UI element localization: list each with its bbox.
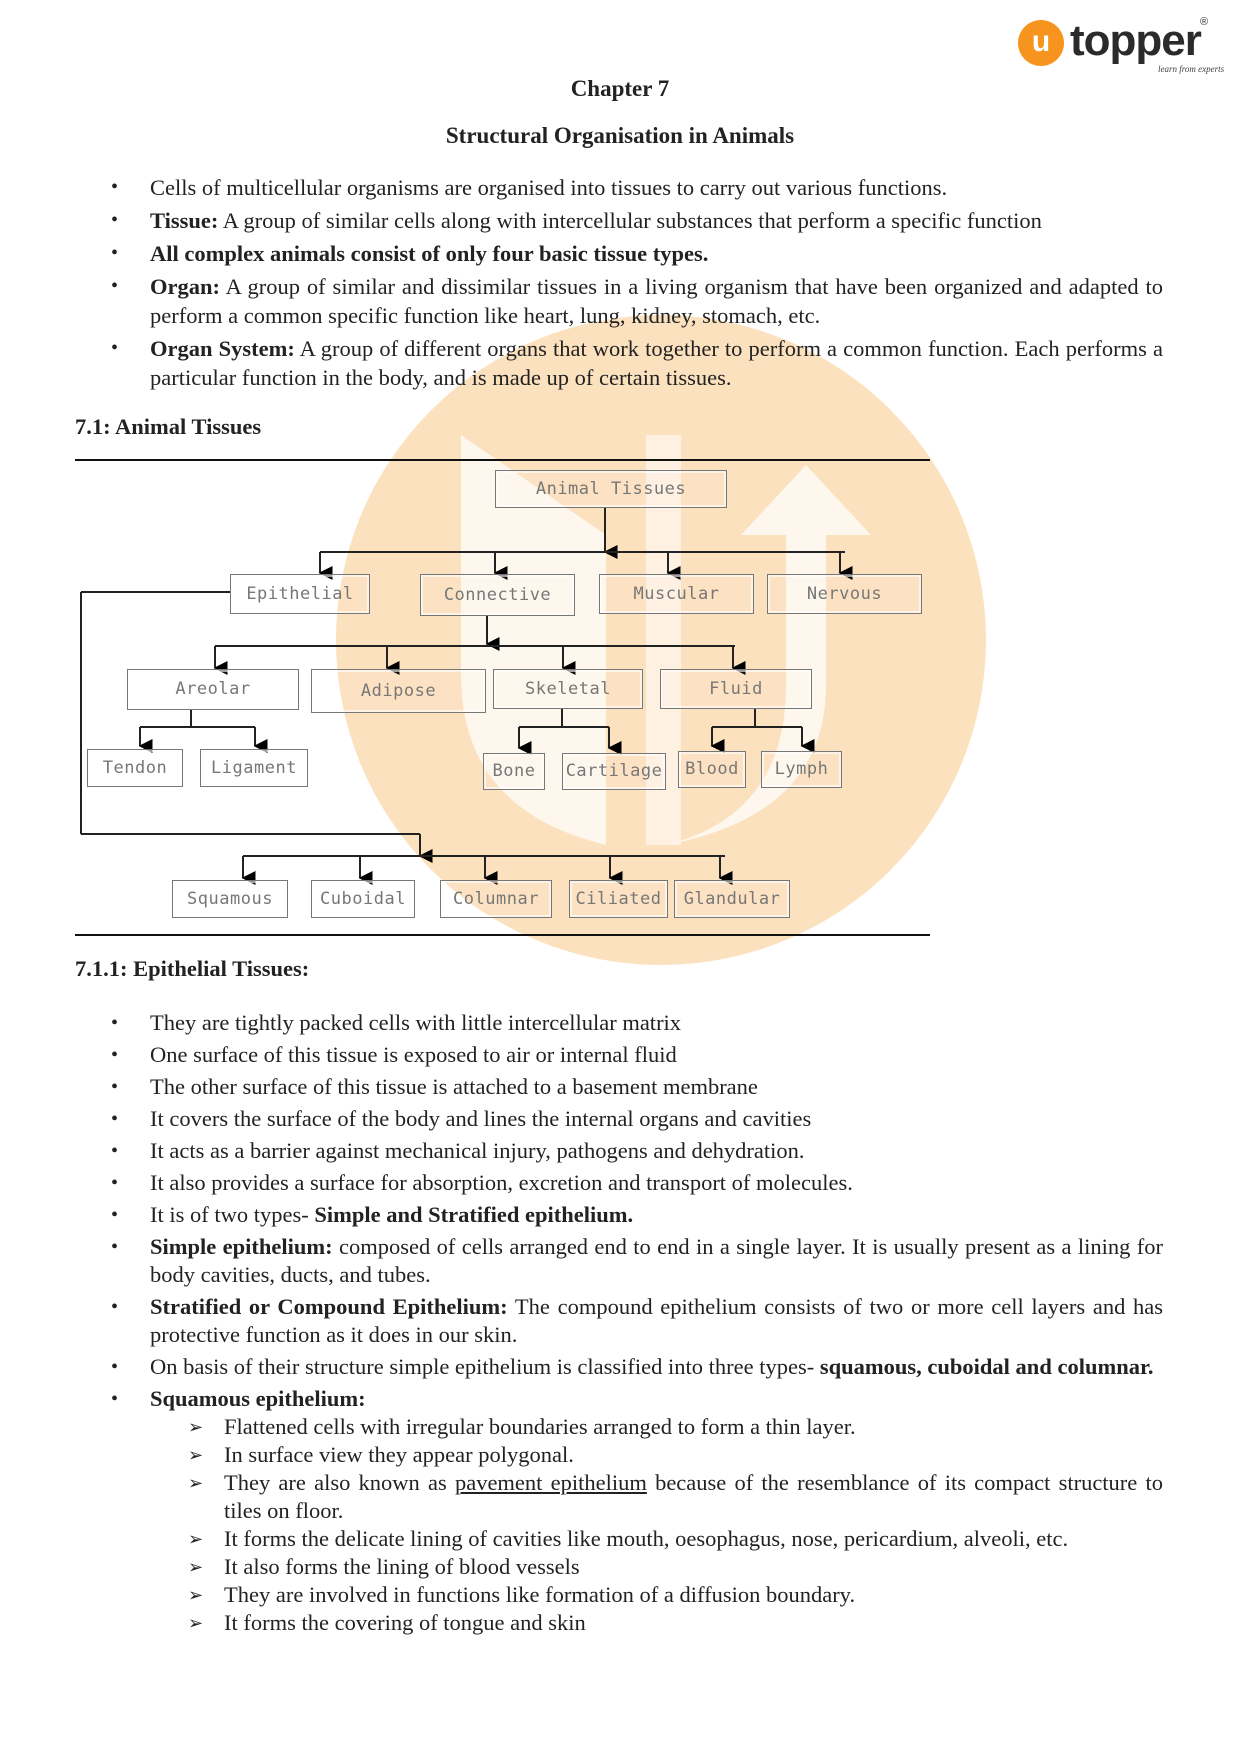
- squamous-sublist: [150, 1413, 1163, 1637]
- list-item: • They are tightly packed cells with little intercellular matrix: [150, 1009, 1163, 1037]
- list-item: • Squamous epithelium: ➢ Flattened cells with irregular boundaries arranged to form a thin layer. ➢ In surface view they appear polygonal. ➢ They are also known as pavement epithelium because of the resemblance of its compact structure to tiles on floor. ➢ It forms the delicate lining of cavities like mouth, oesophagus, nose, pericardium, alveoli, etc. ➢ It also forms the lining of blood vessels ➢ They are involved in functions like formation of a diffusion boundary. ➢ It forms the covering of tongue and skin: [150, 1385, 1163, 1637]
- list-item: • Tissue: A group of similar cells along with intercellular substances that perform a specific function: [150, 206, 1163, 235]
- node-adipose: Adipose: [311, 669, 486, 713]
- node-columnar: Columnar: [440, 880, 552, 918]
- node-areolar: Areolar: [127, 669, 299, 710]
- intro-list: [150, 173, 1163, 392]
- list-item: • It is of two types- Simple and Stratified epithelium.: [150, 1201, 1163, 1229]
- divider: [75, 934, 930, 936]
- node-cuboidal: Cuboidal: [311, 880, 415, 918]
- node-tendon: Tendon: [87, 749, 183, 787]
- section-heading-animal-tissues: 7.1: Animal Tissues: [75, 414, 262, 439]
- brand-name: topper: [1070, 16, 1201, 65]
- chapter-title: Structural Organisation in Animals: [445, 123, 795, 148]
- list-item: • Organ System: A group of different organs that work together to perform a common function. Each performs a particular function in the body, and is made up of certain tissues.: [150, 334, 1163, 392]
- list-item: • The other surface of this tissue is attached to a basement membrane: [150, 1073, 1163, 1101]
- tissue-hierarchy-diagram: [75, 470, 935, 940]
- node-fluid: Fluid: [660, 669, 812, 709]
- section-heading-epithelial: 7.1.1: Epithelial Tissues:: [75, 956, 310, 981]
- pavement-epithelium-term: pavement epithelium: [454, 1470, 647, 1495]
- sub-list-item: ➢ It forms the delicate lining of cavities like mouth, oesophagus, nose, pericardium, alveoli, etc.: [224, 1525, 1163, 1553]
- list-item: • Simple epithelium: composed of cells arranged end to end in a single layer. It is usually present as a lining for body cavities, ducts, and tubes.: [150, 1233, 1163, 1289]
- epithelial-list: [150, 1009, 1163, 1637]
- node-ligament: Ligament: [200, 749, 308, 787]
- node-muscular: Muscular: [599, 574, 754, 614]
- chapter-number: Chapter 7: [570, 76, 670, 101]
- divider: [75, 459, 930, 461]
- brand-tagline: learn from experts: [1158, 64, 1225, 74]
- node-nervous: Nervous: [767, 574, 922, 614]
- node-connective: Connective: [420, 574, 575, 616]
- sub-list-item: ➢ They are also known as pavement epithelium because of the resemblance of its compact structure to tiles on floor.: [224, 1469, 1163, 1525]
- node-lymph: Lymph: [761, 751, 842, 788]
- list-item: • It also provides a surface for absorption, excretion and transport of molecules.: [150, 1169, 1163, 1197]
- node-cartilage: Cartilage: [562, 753, 666, 790]
- node-animal-tissues: Animal Tissues: [495, 470, 727, 508]
- node-bone: Bone: [483, 753, 545, 790]
- list-item: • Organ: A group of similar and dissimilar tissues in a living organism that have been organized and adapted to perform a common specific function like heart, lung, kidney, stomach, etc.: [150, 272, 1163, 330]
- registered-mark-icon: ®: [1200, 16, 1209, 28]
- list-item: • Cells of multicellular organisms are organised into tissues to carry out various functions.: [150, 173, 1163, 202]
- node-ciliated: Ciliated: [569, 880, 668, 918]
- list-item: • One surface of this tissue is exposed to air or internal fluid: [150, 1041, 1163, 1069]
- brand-logo: [1018, 16, 1225, 76]
- list-item: • It covers the surface of the body and lines the internal organs and cavities: [150, 1105, 1163, 1133]
- list-item: • All complex animals consist of only four basic tissue types.: [150, 239, 1163, 268]
- node-glandular: Glandular: [674, 880, 790, 918]
- sub-list-item: ➢ In surface view they appear polygonal.: [224, 1441, 1163, 1469]
- node-skeletal: Skeletal: [493, 669, 643, 709]
- list-item: • Stratified or Compound Epithelium: The compound epithelium consists of two or more cell layers and has protective function as it does in our skin.: [150, 1293, 1163, 1349]
- list-item: • It acts as a barrier against mechanical injury, pathogens and dehydration.: [150, 1137, 1163, 1165]
- logo-u-icon: u: [1018, 20, 1064, 66]
- sub-list-item: ➢ They are involved in functions like formation of a diffusion boundary.: [224, 1581, 1163, 1609]
- node-epithelial: Epithelial: [230, 574, 370, 614]
- node-squamous: Squamous: [172, 880, 288, 918]
- sub-list-item: ➢ It also forms the lining of blood vessels: [224, 1553, 1163, 1581]
- node-blood: Blood: [678, 751, 746, 788]
- sub-list-item: ➢ It forms the covering of tongue and skin: [224, 1609, 1163, 1637]
- list-item: • On basis of their structure simple epithelium is classified into three types- squamous, cuboidal and columnar.: [150, 1353, 1163, 1381]
- sub-list-item: ➢ Flattened cells with irregular boundaries arranged to form a thin layer.: [224, 1413, 1163, 1441]
